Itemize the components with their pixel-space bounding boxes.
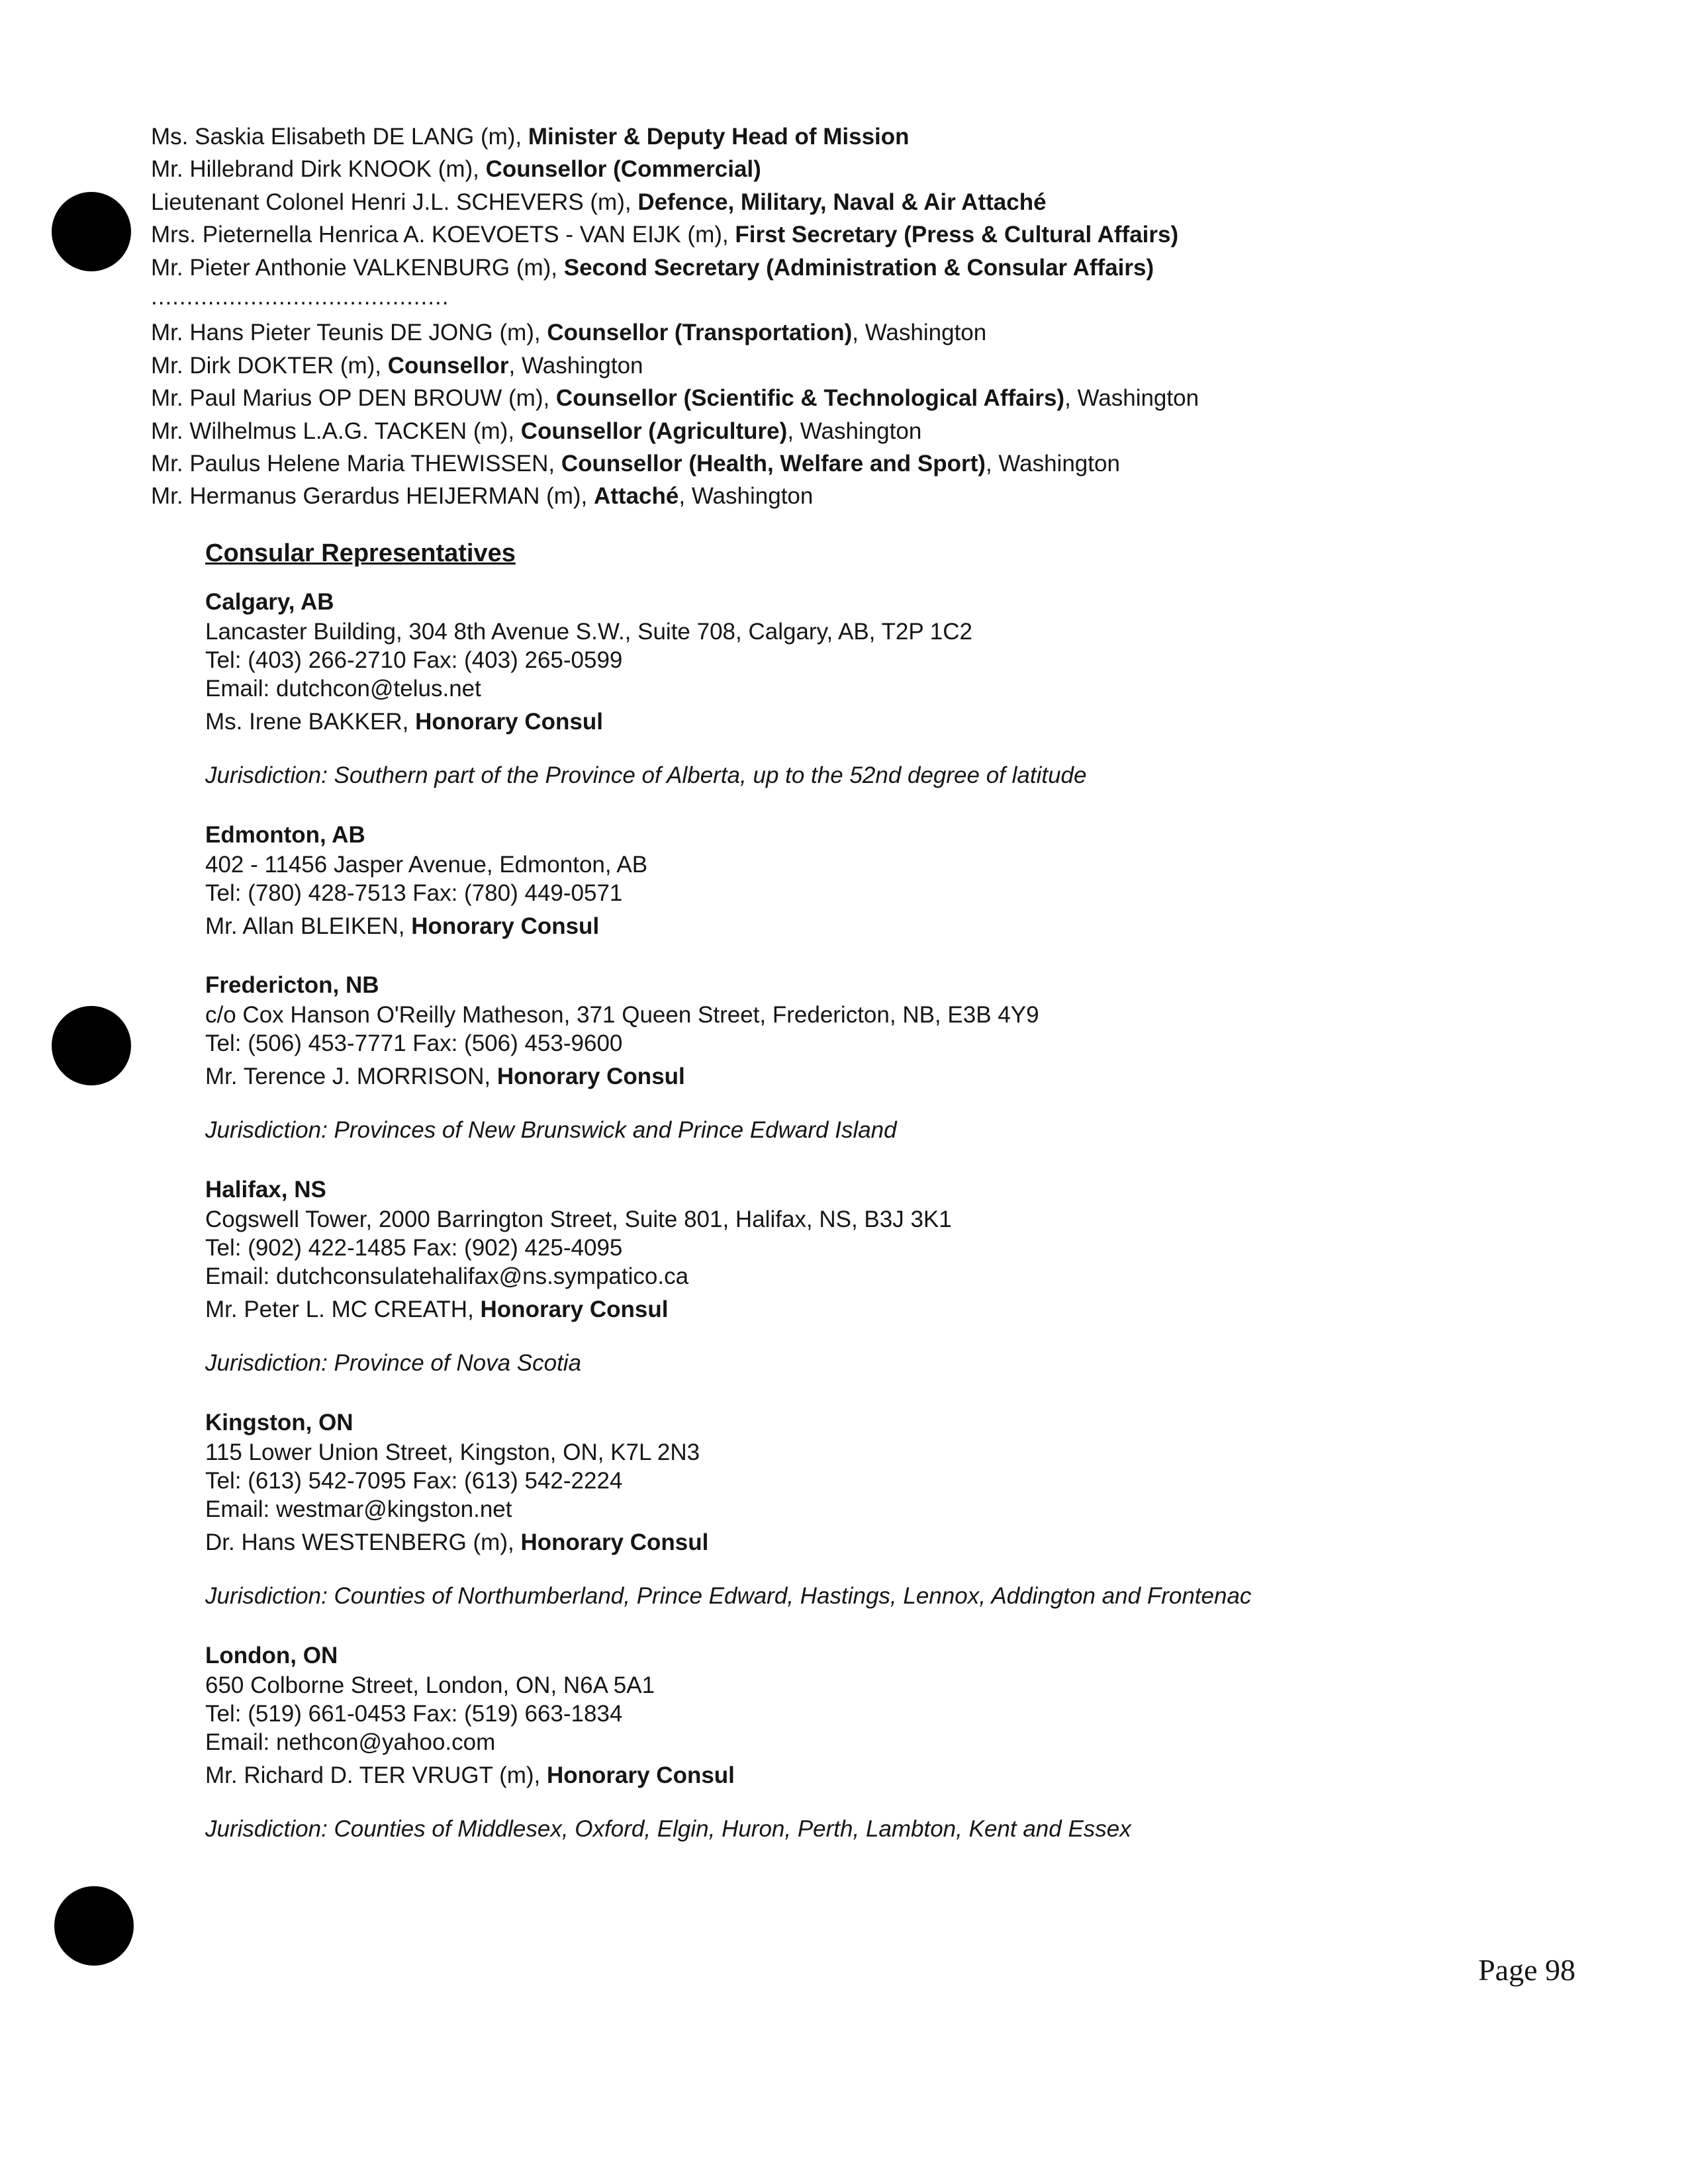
consulate-city: Fredericton, NB xyxy=(205,972,379,998)
consulate-entry-kingston xyxy=(205,1407,1529,1612)
staff-name: Ms. Saskia Elisabeth DE LANG (m), xyxy=(151,124,528,150)
consulate-address: 402 - 11456 Jasper Avenue, Edmonton, AB xyxy=(205,852,648,878)
consulate-city: Kingston, ON xyxy=(205,1410,353,1435)
staff-title: Counsellor (Scientific & Technological Affairs) xyxy=(555,385,1065,412)
staff-location: , Washington xyxy=(508,352,643,379)
section-title: Consular Representatives xyxy=(205,539,516,567)
staff-title: Counsellor (Health, Welfare and Sport) xyxy=(561,450,986,477)
consul-person xyxy=(205,705,1529,739)
washington-staff-entry xyxy=(151,447,1508,480)
staff-entry xyxy=(151,251,1508,284)
consul-role: Honorary Consul xyxy=(496,1064,685,1089)
consulate-phone-fax: Tel: (506) 453-7771 Fax: (506) 453-9600 xyxy=(205,1030,623,1056)
punch-hole-middle xyxy=(52,1006,131,1085)
consulate-phone-fax: Tel: (780) 428-7513 Fax: (780) 449-0571 xyxy=(205,880,623,906)
staff-name: Mr. Hermanus Gerardus HEIJERMAN (m), xyxy=(151,483,594,510)
staff-title: Counsellor (Agriculture) xyxy=(520,418,788,444)
staff-location: , Washington xyxy=(679,483,814,510)
staff-name: Mr. Hillebrand Dirk KNOOK (m), xyxy=(151,156,486,183)
consulate-phone-fax: Tel: (613) 542-7095 Fax: (613) 542-2224 xyxy=(205,1468,623,1494)
consul-role: Honorary Consul xyxy=(480,1297,669,1322)
dotted-separator: .......................................... xyxy=(151,283,449,310)
consulate-city: Edmonton, AB xyxy=(205,822,365,848)
consulate-jurisdiction: Jurisdiction: Southern part of the Province of Alberta, up to the 52nd degree of latitude xyxy=(205,762,1087,788)
consulate-phone-fax: Tel: (403) 266-2710 Fax: (403) 265-0599 xyxy=(205,647,623,673)
consul-name: Dr. Hans WESTENBERG (m), xyxy=(205,1529,521,1555)
consulate-email: Email: dutchcon@telus.net xyxy=(205,676,481,702)
consular-representatives-section xyxy=(205,535,1529,1873)
staff-title: Defence, Military, Naval & Air Attaché xyxy=(637,189,1047,215)
staff-title: Second Secretary (Administration & Consular Affairs) xyxy=(563,254,1154,281)
consulate-jurisdiction: Jurisdiction: Provinces of New Brunswick and Prince Edward Island xyxy=(205,1117,897,1143)
staff-location: , Washington xyxy=(852,320,987,346)
staff-name: Mr. Paulus Helene Maria THEWISSEN, xyxy=(151,450,561,477)
consul-person xyxy=(205,1759,1529,1792)
staff-title: Attaché xyxy=(594,483,679,510)
consul-name: Ms. Irene BAKKER, xyxy=(205,709,416,735)
staff-entry xyxy=(151,218,1508,251)
staff-title: Counsellor (Commercial) xyxy=(485,156,761,183)
consulate-entry-fredericton xyxy=(205,970,1529,1146)
consul-role: Honorary Consul xyxy=(411,913,600,939)
consulate-entry-london xyxy=(205,1640,1529,1845)
consul-person xyxy=(205,910,1529,943)
consulate-address: Cogswell Tower, 2000 Barrington Street, Suite 801, Halifax, NS, B3J 3K1 xyxy=(205,1206,952,1232)
consul-name: Mr. Allan BLEIKEN, xyxy=(205,913,412,939)
consul-role: Honorary Consul xyxy=(415,709,603,735)
staff-title: First Secretary (Press & Cultural Affairs) xyxy=(735,222,1179,248)
washington-staff-entry xyxy=(151,382,1508,414)
consulate-entry-calgary xyxy=(205,586,1529,792)
consul-role: Honorary Consul xyxy=(520,1529,709,1555)
consulate-email: Email: nethcon@yahoo.com xyxy=(205,1729,496,1755)
consulate-jurisdiction: Jurisdiction: Counties of Northumberland, Prince Edward, Hastings, Lennox, Addington and Frontenac xyxy=(205,1583,1252,1609)
consulate-jurisdiction: Jurisdiction: Counties of Middlesex, Oxford, Elgin, Huron, Perth, Lambton, Kent and Essex xyxy=(205,1816,1131,1842)
punch-hole-top xyxy=(52,192,131,271)
consulate-address: 650 Colborne Street, London, ON, N6A 5A1 xyxy=(205,1672,655,1698)
consul-person xyxy=(205,1293,1529,1326)
consulate-email: Email: westmar@kingston.net xyxy=(205,1496,512,1522)
punch-hole-bottom xyxy=(54,1886,134,1966)
consul-name: Mr. Peter L. MC CREATH, xyxy=(205,1297,481,1322)
consulate-entry-edmonton xyxy=(205,819,1529,943)
consulate-phone-fax: Tel: (519) 661-0453 Fax: (519) 663-1834 xyxy=(205,1701,623,1727)
consul-name: Mr. Richard D. TER VRUGT (m), xyxy=(205,1762,547,1788)
staff-name: Mr. Hans Pieter Teunis DE JONG (m), xyxy=(151,320,547,346)
staff-location: , Washington xyxy=(1064,385,1199,412)
consul-role: Honorary Consul xyxy=(546,1762,735,1788)
staff-name: Lieutenant Colonel Henri J.L. SCHEVERS (m), xyxy=(151,189,638,215)
staff-name: Mr. Paul Marius OP DEN BROUW (m), xyxy=(151,385,556,412)
consulate-city: London, ON xyxy=(205,1643,338,1668)
consulate-entry-halifax xyxy=(205,1174,1529,1379)
staff-location: , Washington xyxy=(985,450,1120,477)
consulate-phone-fax: Tel: (902) 422-1485 Fax: (902) 425-4095 xyxy=(205,1235,623,1261)
consul-person xyxy=(205,1526,1529,1559)
staff-title: Minister & Deputy Head of Mission xyxy=(528,124,910,150)
consulate-city: Halifax, NS xyxy=(205,1177,326,1203)
staff-entry xyxy=(151,120,1508,153)
staff-name: Mr. Dirk DOKTER (m), xyxy=(151,352,388,379)
staff-location: , Washington xyxy=(787,418,922,444)
staff-name: Mrs. Pieternella Henrica A. KOEVOETS - VAN EIJK (m), xyxy=(151,222,735,248)
staff-entry xyxy=(151,153,1508,185)
staff-entry xyxy=(151,186,1508,218)
washington-staff-entry xyxy=(151,480,1508,512)
consulate-email: Email: dutchconsulatehalifax@ns.sympatico.ca xyxy=(205,1263,689,1289)
consul-name: Mr. Terence J. MORRISON, xyxy=(205,1064,497,1089)
washington-staff-entry xyxy=(151,415,1508,447)
staff-title: Counsellor xyxy=(387,352,509,379)
washington-staff-entry xyxy=(151,316,1508,349)
consulate-city: Calgary, AB xyxy=(205,589,334,615)
embassy-staff-list xyxy=(151,120,1508,513)
staff-title: Counsellor (Transportation) xyxy=(547,320,853,346)
page-number: Page 98 xyxy=(1478,1953,1575,1987)
staff-name: Mr. Pieter Anthonie VALKENBURG (m), xyxy=(151,254,564,281)
consulate-address: Lancaster Building, 304 8th Avenue S.W., Suite 708, Calgary, AB, T2P 1C2 xyxy=(205,619,972,645)
washington-staff-entry xyxy=(151,349,1508,382)
consul-person xyxy=(205,1060,1529,1093)
consulate-address: 115 Lower Union Street, Kingston, ON, K7L 2N3 xyxy=(205,1439,700,1465)
consulate-jurisdiction: Jurisdiction: Province of Nova Scotia xyxy=(205,1350,582,1376)
staff-name: Mr. Wilhelmus L.A.G. TACKEN (m), xyxy=(151,418,521,444)
consulate-address: c/o Cox Hanson O'Reilly Matheson, 371 Queen Street, Fredericton, NB, E3B 4Y9 xyxy=(205,1002,1039,1028)
